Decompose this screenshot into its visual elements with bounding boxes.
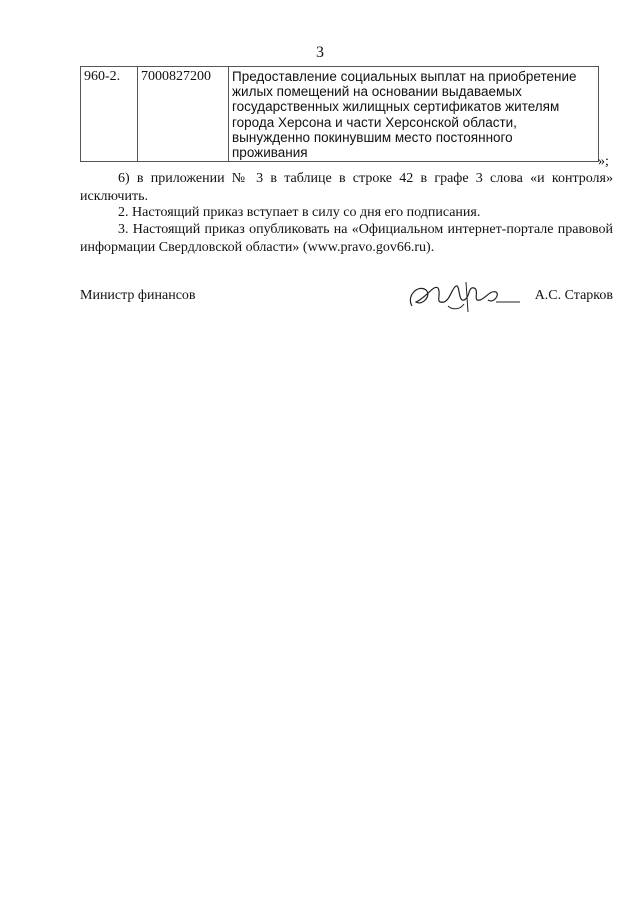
description-line: государственных жилищных сертификатов жителям xyxy=(232,99,560,115)
description-line: Предоставление социальных выплат на приобретение xyxy=(232,69,577,84)
description-line: вынужденно покинувшим место постоянного xyxy=(232,129,513,145)
table-row xyxy=(81,67,599,162)
paragraph-item-6: 6) в приложении № 3 в таблице в строке 42 в графе 3 слова «и контроля» исключить. xyxy=(80,171,613,204)
table-closing-quote: »; xyxy=(598,154,609,169)
row-description-cell xyxy=(229,67,599,162)
signatory-title: Министр финансов xyxy=(80,288,196,303)
description-line: города Херсона и части Херсонской области, xyxy=(232,114,517,130)
paragraph-item-3: 3. Настоящий приказ опубликовать на «Официальном интернет-портале правовой информации Свердловской области» (www.pravo.gov66.ru). xyxy=(80,222,613,255)
row-code-cell: 7000827200 xyxy=(138,67,229,162)
description-line: жилых помещений на основании выдаваемых xyxy=(232,84,522,100)
paragraph-item-2: 2. Настоящий приказ вступает в силу со дня его подписания. xyxy=(118,205,481,220)
handwritten-signature xyxy=(404,276,524,316)
budget-table xyxy=(80,66,599,162)
row-number-cell: 960-2. xyxy=(81,67,138,162)
page-number: 3 xyxy=(316,44,324,61)
description-line: проживания xyxy=(232,145,308,161)
signatory-name: А.С. Старков xyxy=(534,288,613,303)
